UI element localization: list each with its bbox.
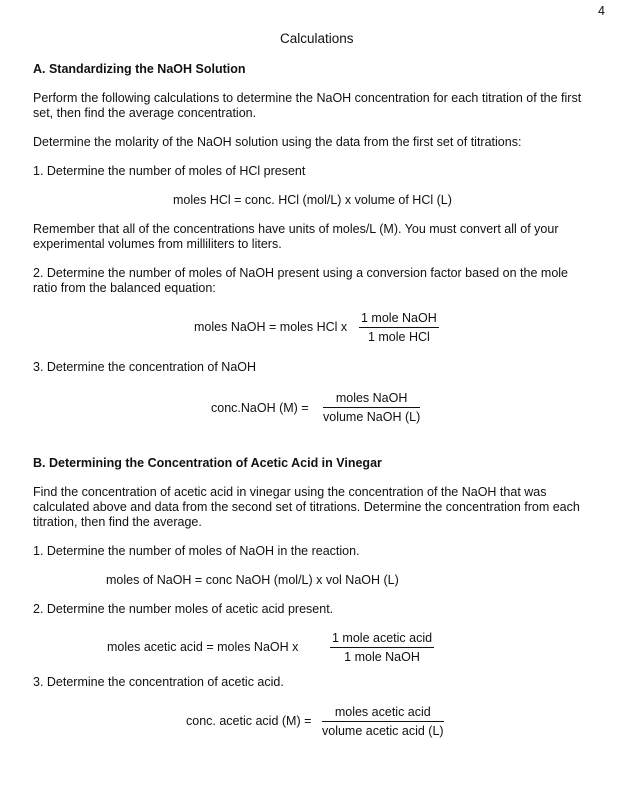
section-a-step-1: 1. Determine the number of moles of HCl present — [33, 164, 306, 178]
fraction-denominator: 1 mole NaOH — [344, 650, 420, 664]
section-b-heading: B. Determining the Concentration of Acetic Acid in Vinegar — [33, 456, 382, 470]
equation-moles-naoh-lhs: moles NaOH = moles HCl x — [194, 320, 348, 334]
equation-conc-naoh-lhs: conc.NaOH (M) = — [211, 401, 309, 415]
equation-moles-of-naoh: moles of NaOH = conc NaOH (mol/L) x vol NaOH (L) — [106, 573, 399, 587]
fraction-numerator: moles acetic acid — [322, 705, 444, 722]
page-title: Calculations — [280, 31, 354, 46]
section-b-intro: Find the concentration of acetic acid in vinegar using the concentration of the NaOH that was calculated above and data from the second set of titrations. Determine the concentration from each titration, then find the average. — [33, 485, 580, 529]
fraction-conc-naoh — [323, 391, 420, 424]
equation-conc-acetic-acid-lhs: conc. acetic acid (M) = — [186, 714, 312, 728]
section-a-intro: Perform the following calculations to determine the NaOH concentration for each titration of the first set, then find the average concentration. — [33, 91, 582, 120]
fraction-numerator: 1 mole NaOH — [359, 311, 439, 328]
section-a-remember: Remember that all of the concentrations have units of moles/L (M). You must convert all of your experimental volumes from milliliters to liters. — [33, 222, 559, 251]
section-b-step-2: 2. Determine the number moles of acetic acid present. — [33, 602, 334, 616]
fraction-denominator: 1 mole HCl — [367, 330, 430, 344]
equation-moles-hcl: moles HCl = conc. HCl (mol/L) x volume of HCl (L) — [173, 193, 452, 207]
fraction-denominator: volume acetic acid (L) — [322, 724, 444, 738]
fraction-numerator: moles NaOH — [323, 391, 420, 408]
section-a-step-3: 3. Determine the concentration of NaOH — [33, 360, 257, 374]
section-a-molarity-note: Determine the molarity of the NaOH solution using the data from the first set of titrations: — [33, 135, 522, 149]
equation-moles-acetic-acid-lhs: moles acetic acid = moles NaOH x — [107, 640, 299, 654]
page-number: 4 — [598, 4, 605, 18]
section-b-step-3: 3. Determine the concentration of acetic acid. — [33, 675, 284, 689]
fraction-denominator: volume NaOH (L) — [323, 410, 421, 424]
fraction-conc-acetic-acid — [322, 705, 444, 738]
fraction-naoh-hcl-ratio — [359, 311, 439, 344]
fraction-acid-naoh-ratio — [330, 631, 434, 664]
section-b-step-1: 1. Determine the number of moles of NaOH in the reaction. — [33, 544, 360, 558]
section-a-heading: A. Standardizing the NaOH Solution — [33, 62, 246, 76]
section-a-step-2: 2. Determine the number of moles of NaOH present using a conversion factor based on the mole ratio from the balanced equation: — [33, 266, 569, 295]
fraction-numerator: 1 mole acetic acid — [330, 631, 434, 648]
